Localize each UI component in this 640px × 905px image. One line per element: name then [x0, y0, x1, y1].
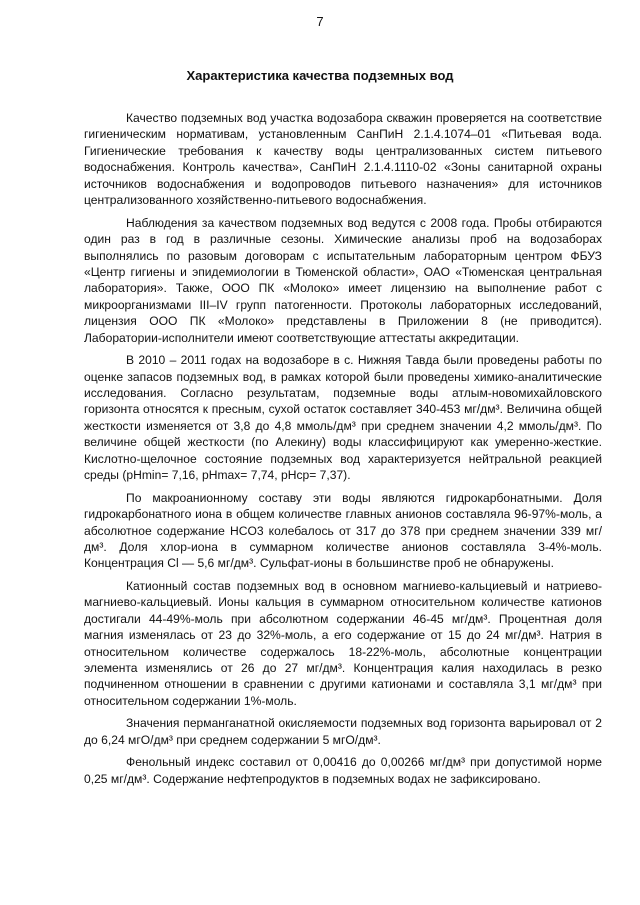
paragraph-phenol-index: Фенольный индекс составил от 0,00416 до 0,00266 мг/дм³ при допустимой норме 0,25 мг/дм³. Содержание нефтепродуктов в подземных водах не зафиксировано. — [84, 755, 602, 786]
paragraph-permanganate-oxidability: Значения перманганатной окисляемости подземных вод горизонта варьировал от 2 до 6,24 мгО/дм³ при среднем содержании 5 мгО/дм³. — [84, 716, 602, 747]
section-title: Характеристика качества подземных вод — [186, 68, 454, 83]
paragraph-anion-composition: По макроанионному составу эти воды являются гидрокарбонатными. Доля гидрокарбонатного иона в общем количестве главных анионов составляла 96-97%-моль, а абсолютное содержание HCO3 колебалось от 317 до 378 при среднем значении 339 мг/дм³. Доля хлор-иона в суммарном количестве анионов составляла 3-4%-моль. Концентрация Cl — 5,6 мг/дм³. Сульфат-ионы в большинстве проб не обнаружены. — [84, 490, 602, 571]
document-body — [84, 110, 602, 793]
paragraph-cation-composition: Катионный состав подземных вод в основном магниево-кальциевый и натриево-магниево-кальциевый. Ионы кальция в суммарном относительном количестве катионов достигали 44-49%-моль при абсолютном содержании 46-45 мг/дм³. Процентная доля магния изменялась от 23 до 32%-моль, а его содержание от 15 до 24 мг/дм³. Натрия в относительном количестве содержалось 18-22%-моль, абсолютные концентрации элемента изменялись от 26 до 27 мг/дм³. Концентрация калия находилась в резко подчиненном отношении в сравнении с другими катионами и составляла 3,1 мг/дм³ при относительном содержании 1%-моль. — [84, 578, 602, 708]
paragraph-observations: Наблюдения за качеством подземных вод ведутся с 2008 года. Пробы отбираются один раз в год в различные сезоны. Химические анализы проб на водозаборах выполнялись по разовым договорам с испытательным лабораторным центром ФБУЗ «Центр гигиены и эпидемиологии в Тюменской области», ОАО «Тюменская центральная лаборатория». Также, ООО ПК «Молоко» имеет лицензию на выполнение работ с микроорганизмами III–IV групп патогенности. Протоколы лабораторных исследований, лицензия ООО ПК «Молоко» представлены в Приложении 8 (не приводится). Лаборатории-исполнители имеют соответствующие аттестаты аккредитации. — [84, 215, 602, 345]
page-number: 7 — [316, 14, 324, 29]
paragraph-reserves-assessment: В 2010 – 2011 годах на водозаборе в с. Нижняя Тавда были проведены работы по оценке запасов подземных вод, в рамках которой были проведены химико-аналитические исследования. Согласно результатам, подземные воды атлым-новомихайловского горизонта относятся к пресным, сухой остаток составляет 340-453 мг/дм³. Величина общей жесткости изменяется от 3,8 до 4,8 ммоль/дм³ при среднем значении 4,2 ммоль/дм³. По величине общей жесткости (по Алекину) воды классифицируют как умеренно-жесткие. Кислотно-щелочное состояние подземных вод характеризуется нейтральной реакцией среды (pHmin= 7,16, pHmax= 7,74, pHср= 7,37). — [84, 353, 602, 483]
paragraph-sanpin-compliance: Качество подземных вод участка водозабора скважин проверяется на соответствие гигиеническим нормативам, установленным СанПиН 2.1.4.1074–01 «Питьевая вода. Гигиенические требования к качеству воды централизованных систем питьевого водоснабжения. Контроль качества», СанПиН 2.1.4.1110-02 «Зоны санитарной охраны источников водоснабжения и водопроводов питьевого назначения» для источников централизованного хозяйственно-питьевого водоснабжения. — [84, 111, 602, 208]
